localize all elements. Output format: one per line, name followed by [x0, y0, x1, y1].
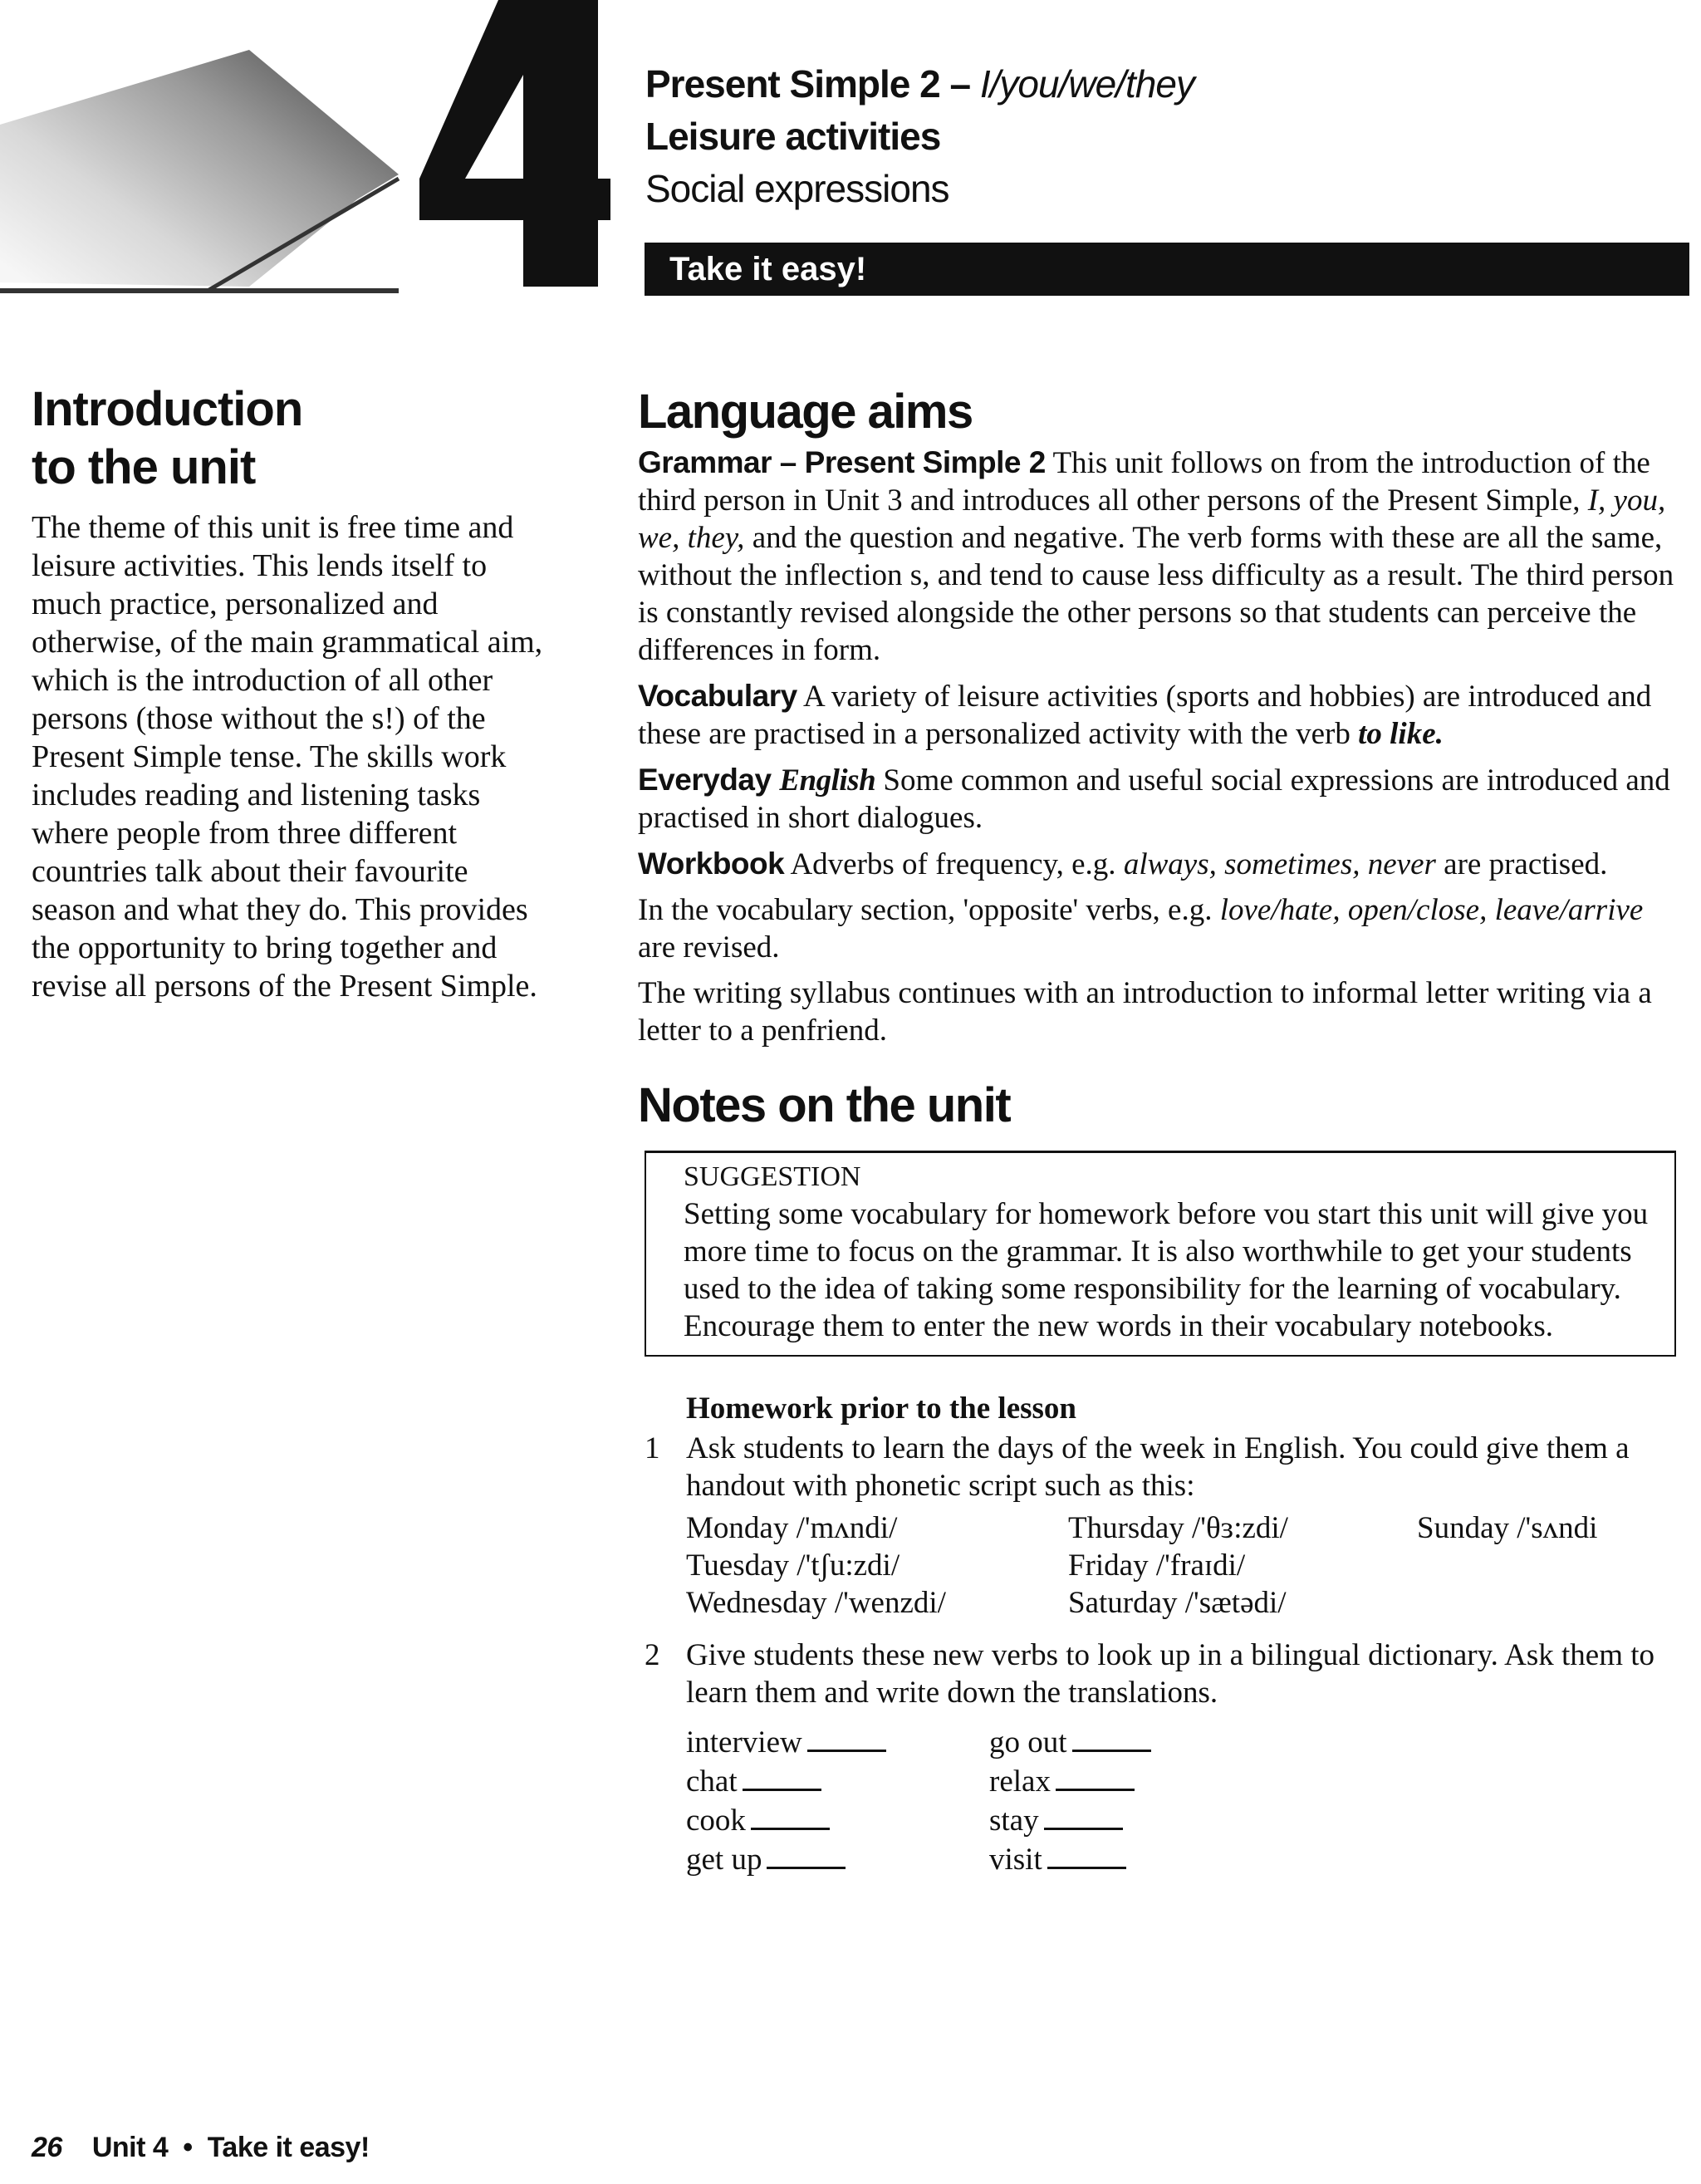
introduction-body: The theme of this unit is free time and leisure activities. This lends itself to much practice, personalized and otherwise, of the main grammatical aim, which is the introduction of all other persons (those without the s!) of the Present Simple tense. The skills work includes reading and listening tasks where people from three different countries talk about their favourite season and what they do. This provides the opportunity to bring together and revise all persons of the Present Simple. — [32, 510, 543, 1004]
verb-entry: chat — [686, 1762, 989, 1801]
writing-paragraph: The writing syllabus continues with an introduction to informal letter writing via a letter to a penfriend. — [638, 976, 1652, 1048]
day-entry — [1417, 1584, 1666, 1622]
language-aims-heading: Language aims — [638, 385, 973, 439]
answer-blank — [767, 1842, 846, 1869]
notes-heading: Notes on the unit — [638, 1078, 1011, 1132]
item-number: 1 — [645, 1431, 660, 1465]
day-entry: Saturday /'sætədi/ — [1068, 1586, 1287, 1620]
unit-title-grammar: Present Simple 2 – I/you/we/they — [645, 62, 1194, 106]
verb-entry: interview — [686, 1723, 989, 1762]
day-entry: Wednesday /'wenzdi/ — [686, 1586, 946, 1620]
answer-blank — [751, 1803, 830, 1830]
answer-blank — [1056, 1764, 1135, 1791]
vocabulary-paragraph: Vocabulary A variety of leisure activities (sports and hobbies) are introduced and these are practised in a personalized activity with the verb to like. — [638, 679, 1652, 751]
page-footer — [32, 2131, 370, 2164]
homework-section — [638, 1390, 1678, 1879]
day-entry — [1417, 1547, 1666, 1584]
homework-item-2 — [638, 1637, 1678, 1879]
unit-title-expressions: Social expressions — [645, 167, 949, 210]
suggestion-box-rule — [645, 1151, 1676, 1153]
answer-blank — [807, 1725, 886, 1752]
homework-heading: Homework prior to the lesson — [686, 1391, 1076, 1426]
page-number: 26 — [32, 2132, 62, 2163]
grammar-paragraph: Grammar – Present Simple 2 This unit follows on from the introduction of the third person in Unit 3 and introduces all other persons of the Present Simple, I, you, we, they, and the question and negative. The verb forms with these are all the same, without the inflection s, and tend to cause less difficulty as a result. The third person is constantly revised alongside the other persons so that students can perceive the differences in form. — [638, 445, 1674, 667]
verb-entry: visit — [989, 1840, 1238, 1879]
verbs-grid — [686, 1723, 1678, 1879]
main-column — [638, 384, 1678, 1879]
suggestion-box — [645, 1151, 1676, 1357]
days-phonetic-grid — [686, 1509, 1678, 1622]
suggestion-label: SUGGESTION — [684, 1161, 861, 1192]
day-entry: Monday /'mʌndi/ — [686, 1511, 898, 1545]
verb-entry: get up — [686, 1840, 989, 1879]
everyday-english-paragraph: Everyday English Some common and useful social expressions are introduced and practised in short dialogues. — [638, 763, 1670, 835]
introduction-heading: Introduction to the unit — [32, 382, 303, 494]
day-entry: Sunday /'sʌndi — [1417, 1511, 1598, 1545]
day-entry: Tuesday /'tʃu:zdi/ — [686, 1548, 900, 1583]
verb-entry: stay — [989, 1801, 1238, 1840]
suggestion-text: Setting some vocabulary for homework before vou start this unit will give you more time to focus on the grammar. It is also worthwhile to get your students used to the idea of taking some responsibility for the learning of vocabulary. Encourage them to enter the new words in their vocabulary notebooks. — [684, 1197, 1649, 1343]
unit-number-4-graphic — [419, 0, 610, 287]
unit-header-artwork — [0, 0, 631, 316]
day-entry: Friday /'fraɪdi/ — [1068, 1548, 1246, 1583]
unit-title-topic: Leisure activities — [645, 115, 941, 158]
homework-item-1 — [638, 1430, 1678, 1622]
vocabulary-section-paragraph: In the vocabulary section, 'opposite' verbs, e.g. love/hate, open/close, leave/arrive are revised. — [638, 893, 1644, 964]
grey-arrow-shape — [0, 50, 399, 287]
unit-titles — [645, 58, 1194, 215]
footer-separator: • — [183, 2132, 193, 2163]
verb-entry: relax — [989, 1762, 1238, 1801]
verb-entry: cook — [686, 1801, 989, 1840]
answer-blank — [1072, 1725, 1151, 1752]
footer-unit-label: Unit 4 — [91, 2132, 169, 2163]
workbook-paragraph: Workbook Adverbs of frequency, e.g. always, sometimes, never are practised. — [638, 847, 1608, 881]
answer-blank — [743, 1764, 821, 1791]
footer-unit-title: Take it easy! — [207, 2132, 370, 2163]
item-number: 2 — [645, 1638, 660, 1672]
item-text: Give students these new verbs to look up in a bilingual dictionary. Ask them to learn them and write down the translations. — [686, 1638, 1655, 1710]
answer-blank — [1047, 1842, 1126, 1869]
answer-blank — [1044, 1803, 1123, 1830]
introduction-section — [32, 380, 559, 1005]
day-entry: Thursday /'θɜ:zdi/ — [1068, 1511, 1288, 1545]
item-text: Ask students to learn the days of the week in English. You could give them a handout with phonetic script such as this: — [686, 1431, 1630, 1503]
unit-banner: Take it easy! — [645, 243, 1689, 296]
verb-entry: go out — [989, 1723, 1238, 1762]
